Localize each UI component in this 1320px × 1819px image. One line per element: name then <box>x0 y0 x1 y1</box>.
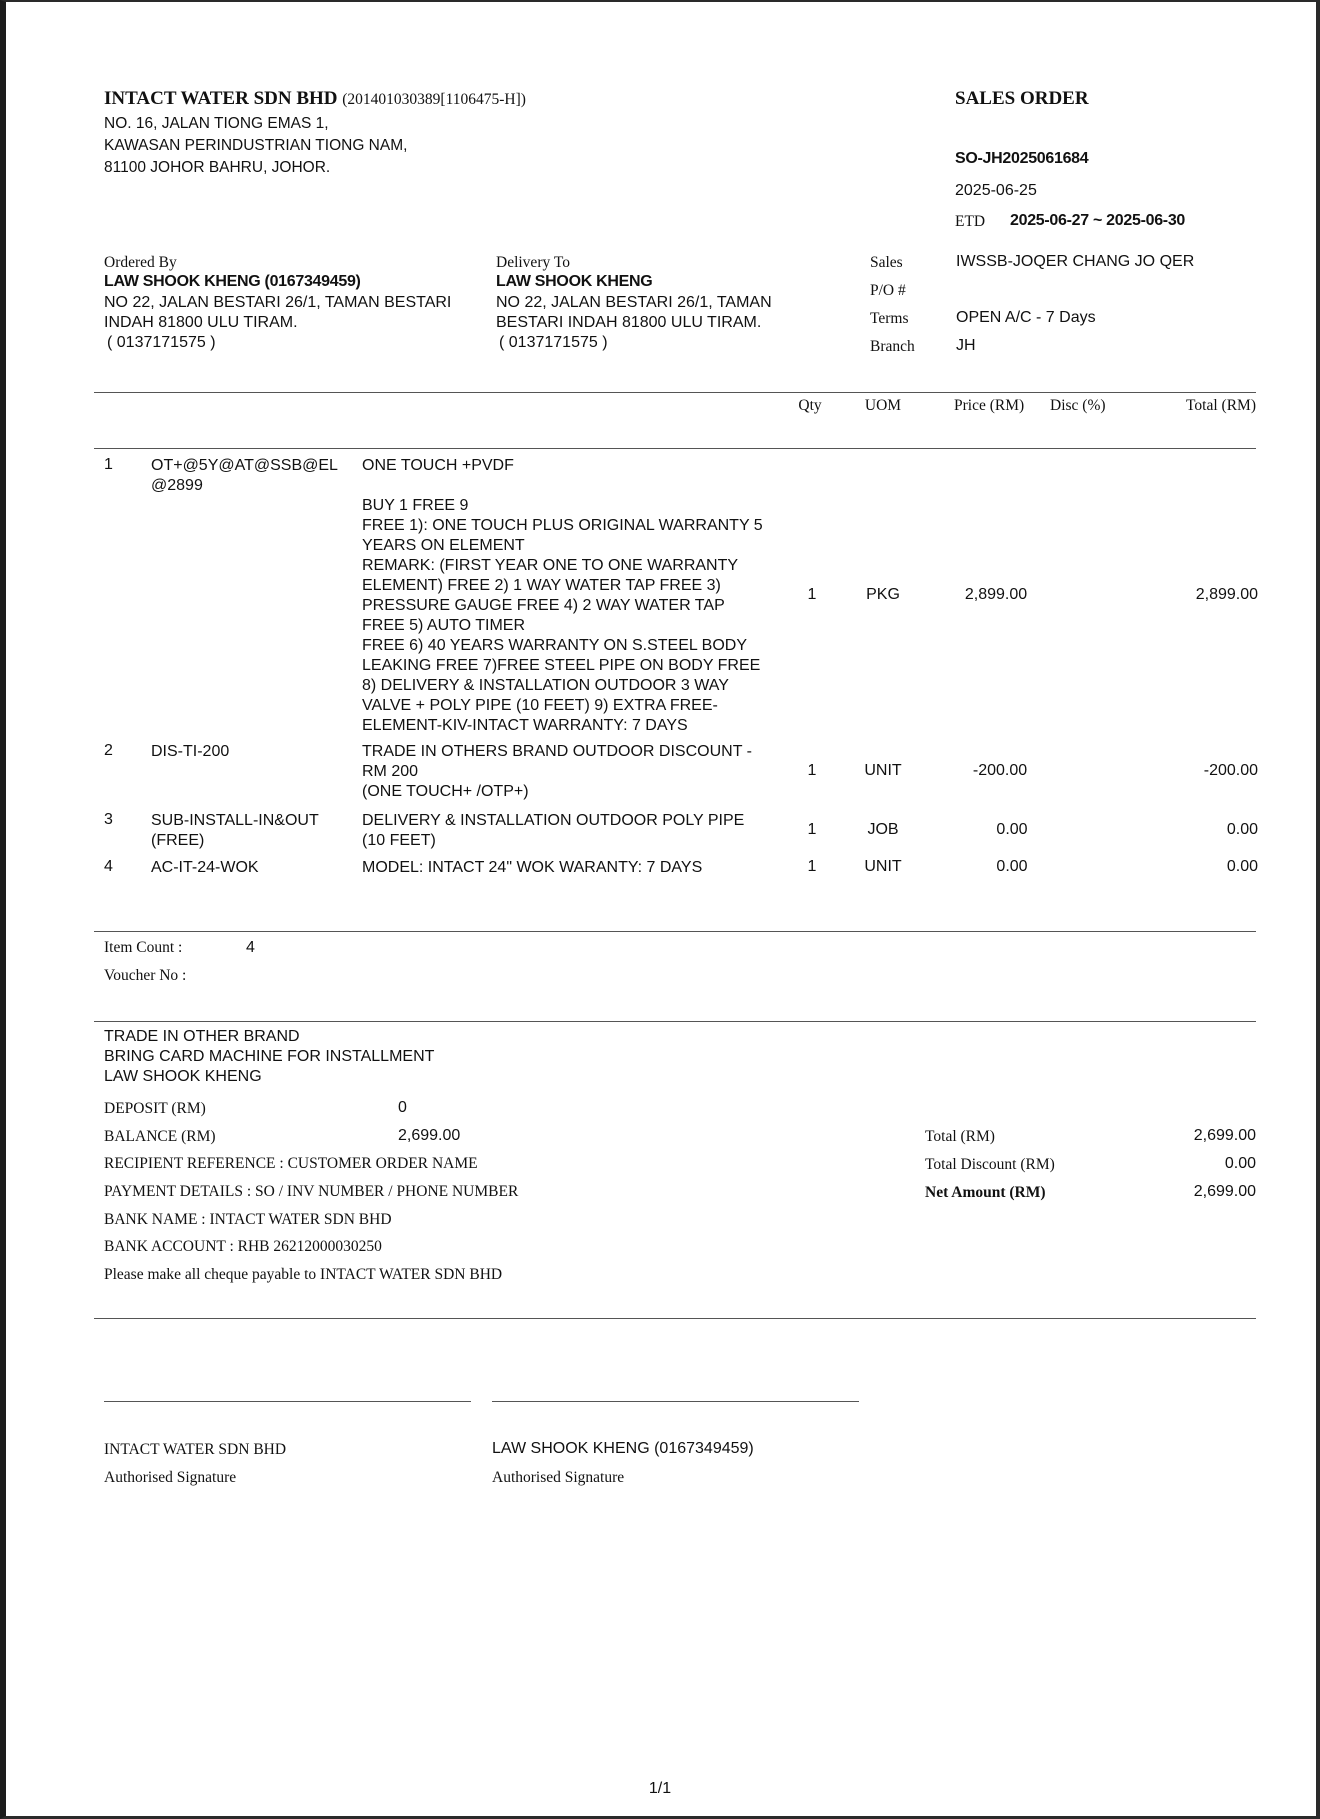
row-number: 2 <box>104 742 113 759</box>
address-line: NO 22, JALAN BESTARI 26/1, TAMAN <box>496 294 772 311</box>
row-uom: UNIT <box>864 762 902 779</box>
signature-line <box>104 1401 471 1402</box>
item-code-line: (FREE) <box>151 832 205 849</box>
bank-account: BANK ACCOUNT : RHB 26212000030250 <box>104 1238 382 1255</box>
total-discount-value: 0.00 <box>1224 1155 1256 1172</box>
row-qty: 1 <box>807 586 817 603</box>
description-line: REMARK: (FIRST YEAR ONE TO ONE WARRANTY <box>362 557 739 574</box>
address-line: INDAH 81800 ULU TIRAM. <box>104 314 298 331</box>
document-date: 2025-06-25 <box>955 182 1037 199</box>
document-title: SALES ORDER <box>955 88 1089 109</box>
description-line: FREE 5) AUTO TIMER <box>362 617 525 634</box>
description-line: (10 FEET) <box>362 832 436 849</box>
item-count-label: Item Count : <box>104 939 183 956</box>
row-uom: JOB <box>867 821 899 838</box>
item-code-line: DIS-TI-200 <box>151 743 230 760</box>
row-number: 1 <box>104 456 113 473</box>
deposit-label: DEPOSIT (RM) <box>104 1100 206 1117</box>
row-total: 0.00 <box>1226 858 1258 875</box>
document-number: SO-JH2025061684 <box>955 150 1089 167</box>
description-line: YEARS ON ELEMENT <box>362 537 525 554</box>
recipient-reference: RECIPIENT REFERENCE : CUSTOMER ORDER NAME <box>104 1155 478 1172</box>
terms-value: OPEN A/C - 7 Days <box>956 309 1096 326</box>
total-label: Total (RM) <box>925 1128 995 1145</box>
po-label: P/O # <box>870 282 906 299</box>
payment-details: PAYMENT DETAILS : SO / INV NUMBER / PHONE NUMBER <box>104 1183 519 1200</box>
item-code <box>151 858 259 878</box>
item-code <box>151 456 338 496</box>
description-line: BUY 1 FREE 9 <box>362 497 469 514</box>
item-description <box>362 456 763 736</box>
description-line: PRESSURE GAUGE FREE 4) 2 WAY WATER TAP <box>362 597 725 614</box>
header-total: Total (RM) <box>1186 397 1256 414</box>
header-qty: Qty <box>798 397 822 414</box>
address-line: NO 22, JALAN BESTARI 26/1, TAMAN BESTARI <box>104 294 452 311</box>
item-description <box>362 858 702 878</box>
description-line: TRADE IN OTHERS BRAND OUTDOOR DISCOUNT - <box>362 743 752 760</box>
bank-name: BANK NAME : INTACT WATER SDN BHD <box>104 1211 392 1228</box>
branch-value: JH <box>956 337 976 354</box>
description-line: ONE TOUCH +PVDF <box>362 457 514 474</box>
row-number: 3 <box>104 811 113 828</box>
row-total: -200.00 <box>1203 762 1258 779</box>
header-disc: Disc (%) <box>1050 397 1106 414</box>
item-description <box>362 811 744 851</box>
divider <box>94 931 1256 932</box>
address-line: BESTARI INDAH 81800 ULU TIRAM. <box>496 314 762 331</box>
etd-value: 2025-06-27 ~ 2025-06-30 <box>1010 212 1186 229</box>
balance-value: 2,699.00 <box>398 1127 461 1144</box>
ordered-by-label: Ordered By <box>104 254 177 271</box>
delivery-to-phone: ( 0137171575 ) <box>499 334 608 351</box>
description-line: FREE 6) 40 YEARS WARRANTY ON S.STEEL BODY <box>362 637 747 654</box>
row-total: 0.00 <box>1226 821 1258 838</box>
company-header <box>104 88 526 110</box>
address-line: NO. 16, JALAN TIONG EMAS 1, <box>104 115 329 132</box>
delivery-to-address <box>496 293 772 353</box>
description-line: VALVE + POLY PIPE (10 FEET) 9) EXTRA FREE- <box>362 697 718 714</box>
sales-value: IWSSB-JOQER CHANG JO QER <box>956 253 1195 270</box>
header-price: Price (RM) <box>954 397 1025 414</box>
sales-label: Sales <box>870 254 903 271</box>
description-line: 8) DELIVERY & INSTALLATION OUTDOOR 3 WAY <box>362 677 729 694</box>
ordered-by-address <box>104 293 451 353</box>
item-code <box>151 742 229 762</box>
item-code-line: OT+@5Y@AT@SSB@EL <box>151 457 338 474</box>
description-line <box>362 476 763 496</box>
remark-line: LAW SHOOK KHENG <box>104 1068 262 1085</box>
branch-label: Branch <box>870 338 915 355</box>
remark-line: TRADE IN OTHER BRAND <box>104 1028 300 1045</box>
description-line: ELEMENT) FREE 2) 1 WAY WATER TAP FREE 3) <box>362 577 721 594</box>
total-discount-label: Total Discount (RM) <box>925 1156 1055 1173</box>
row-uom: UNIT <box>864 858 902 875</box>
description-line: FREE 1): ONE TOUCH PLUS ORIGINAL WARRANTY 5 <box>362 517 763 534</box>
net-amount-value: 2,699.00 <box>1193 1183 1256 1200</box>
balance-label: BALANCE (RM) <box>104 1128 216 1145</box>
item-code-line: @2899 <box>151 477 203 494</box>
item-code-line: AC-IT-24-WOK <box>151 859 259 876</box>
signature-caption: Authorised Signature <box>104 1469 237 1486</box>
address-line: 81100 JOHOR BAHRU, JOHOR. <box>104 159 331 176</box>
row-qty: 1 <box>807 821 817 838</box>
signatory-company: INTACT WATER SDN BHD <box>104 1441 287 1458</box>
voucher-label: Voucher No : <box>104 967 187 984</box>
divider <box>94 392 1256 393</box>
item-description <box>362 742 752 802</box>
remark-line: BRING CARD MACHINE FOR INSTALLMENT <box>104 1048 435 1065</box>
signature-line <box>492 1401 859 1402</box>
description-line: MODEL: INTACT 24" WOK WARANTY: 7 DAYS <box>362 859 703 876</box>
item-code <box>151 811 319 851</box>
row-number: 4 <box>104 858 113 875</box>
delivery-to-name: LAW SHOOK KHENG <box>496 273 653 290</box>
description-line: (ONE TOUCH+ /OTP+) <box>362 783 529 800</box>
deposit-value: 0 <box>398 1099 407 1116</box>
divider <box>94 1318 1256 1319</box>
description-line: ELEMENT-KIV-INTACT WARRANTY: 7 DAYS <box>362 717 688 734</box>
total-value: 2,699.00 <box>1193 1127 1256 1144</box>
row-price: 0.00 <box>996 858 1028 875</box>
description-line: LEAKING FREE 7)FREE STEEL PIPE ON BODY FREE <box>362 657 761 674</box>
description-line: DELIVERY & INSTALLATION OUTDOOR POLY PIPE <box>362 812 745 829</box>
item-code-line: SUB-INSTALL-IN&OUT <box>151 812 319 829</box>
item-count-value: 4 <box>246 939 255 956</box>
remarks <box>104 1027 434 1087</box>
row-qty: 1 <box>807 762 817 779</box>
description-line: RM 200 <box>362 763 419 780</box>
page-number: 1/1 <box>648 1780 672 1797</box>
divider <box>94 1021 1256 1022</box>
row-qty: 1 <box>807 858 817 875</box>
divider <box>94 448 1256 449</box>
row-price: 0.00 <box>996 821 1028 838</box>
company-name: INTACT WATER SDN BHD <box>104 88 338 109</box>
net-amount-label: Net Amount (RM) <box>925 1184 1046 1201</box>
signatory-customer: LAW SHOOK KHENG (0167349459) <box>492 1440 754 1457</box>
header-uom: UOM <box>864 397 902 414</box>
row-price: 2,899.00 <box>964 586 1028 603</box>
address-line: KAWASAN PERINDUSTRIAN TIONG NAM, <box>104 137 408 154</box>
row-price: -200.00 <box>972 762 1028 779</box>
company-reg-no: (201401030389[1106475-H]) <box>342 91 526 108</box>
terms-label: Terms <box>870 310 909 327</box>
signature-caption: Authorised Signature <box>492 1469 625 1486</box>
row-total: 2,899.00 <box>1195 586 1258 603</box>
row-uom: PKG <box>866 586 900 603</box>
etd-label: ETD <box>955 213 986 230</box>
delivery-to-label: Delivery To <box>496 254 570 271</box>
ordered-by-name: LAW SHOOK KHENG (0167349459) <box>104 273 361 290</box>
company-address <box>104 113 407 179</box>
cheque-note: Please make all cheque payable to INTACT WATER SDN BHD <box>104 1266 503 1283</box>
ordered-by-phone: ( 0137171575 ) <box>107 334 216 351</box>
